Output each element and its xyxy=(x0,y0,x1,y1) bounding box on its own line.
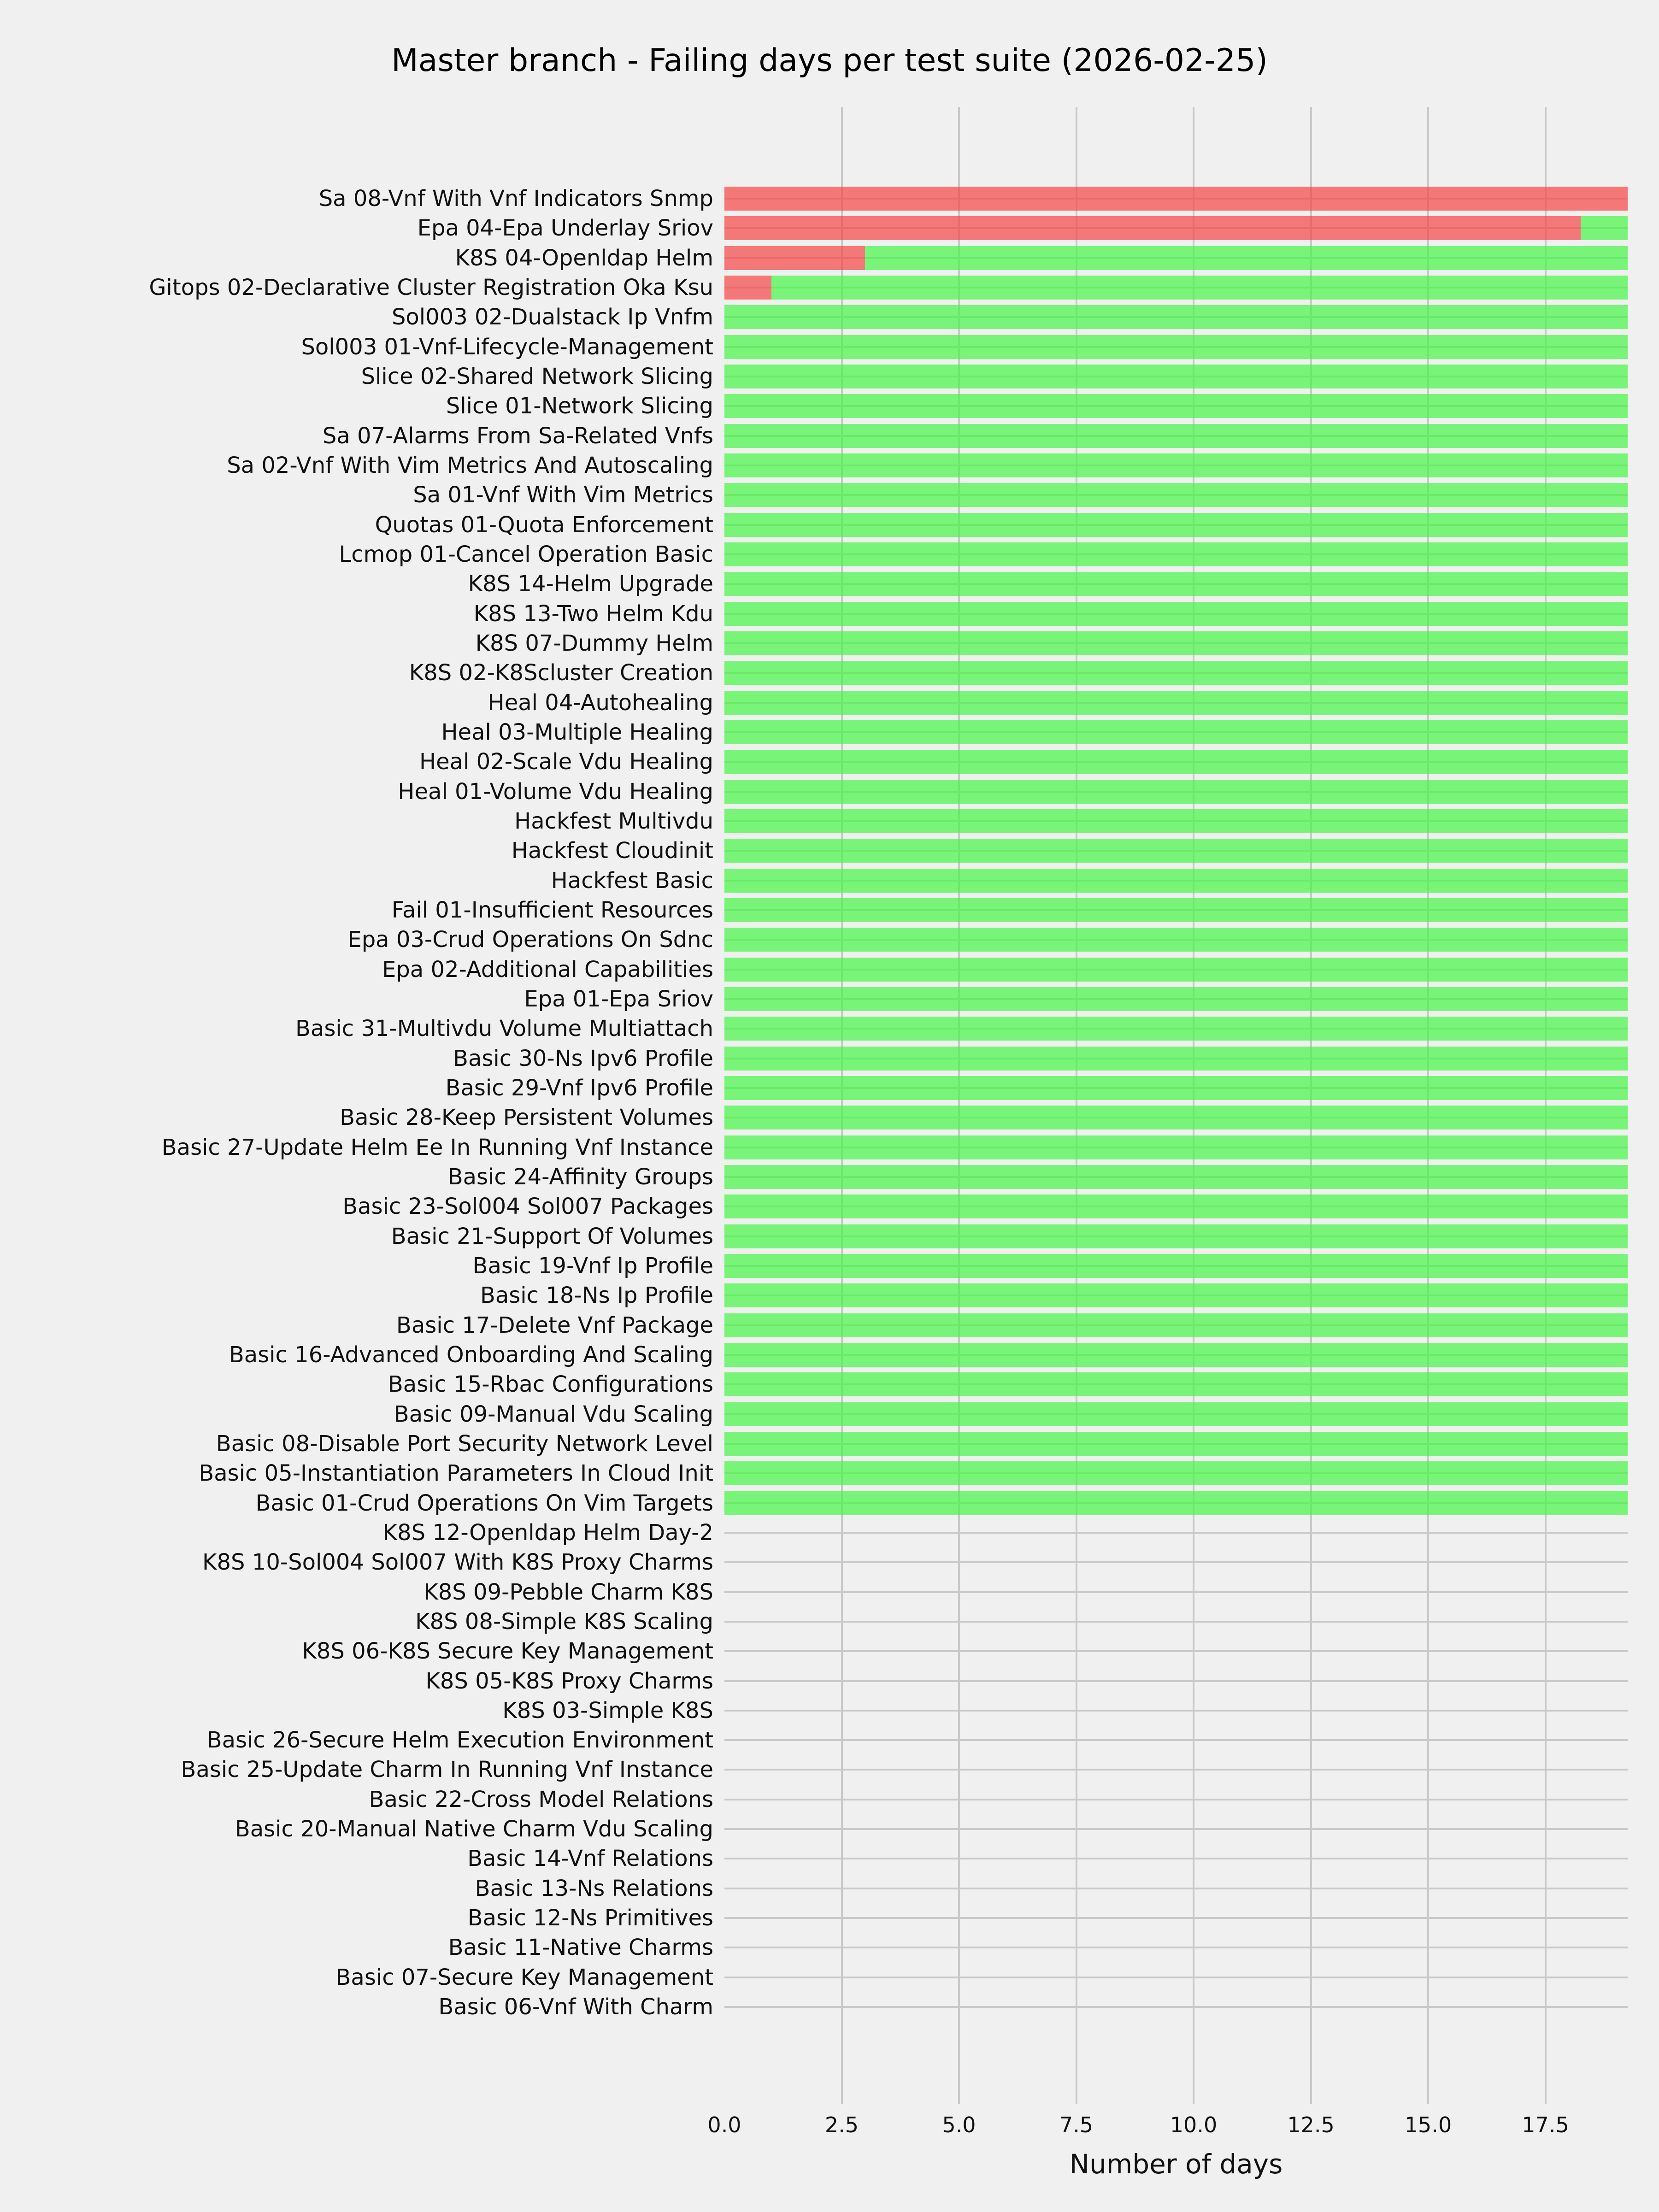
y-axis-label: K8S 04-Openldap Helm xyxy=(455,245,713,271)
bar-passing-segment xyxy=(724,898,1628,922)
bar-passing-segment xyxy=(724,780,1628,804)
bar-passing-segment xyxy=(724,1283,1628,1307)
y-axis-label: Quotas 01-Quota Enforcement xyxy=(375,512,713,538)
y-axis-label: Basic 09-Manual Vdu Scaling xyxy=(394,1401,713,1427)
y-axis-label: Slice 02-Shared Network Slicing xyxy=(361,363,713,389)
y-axis-label: Basic 14-Vnf Relations xyxy=(467,1846,713,1872)
bar-passing-segment xyxy=(724,394,1628,418)
bar-passing-segment xyxy=(724,453,1628,477)
y-axis-label: Basic 06-Vnf With Charm xyxy=(438,1994,713,2020)
gridline-horizontal xyxy=(724,2006,1628,2008)
y-axis-label: K8S 07-Dummy Helm xyxy=(475,630,713,656)
bar-passing-segment xyxy=(771,276,1628,300)
gridline-horizontal xyxy=(724,1621,1628,1623)
gridline-horizontal xyxy=(724,1650,1628,1652)
bar-passing-segment xyxy=(1581,216,1628,240)
y-axis-label: K8S 09-Pebble Charm K8S xyxy=(424,1579,713,1605)
y-axis-label: Basic 22-Cross Model Relations xyxy=(369,1786,713,1812)
y-axis-label: Sa 07-Alarms From Sa-Related Vnfs xyxy=(322,423,713,449)
y-axis-label: Gitops 02-Declarative Cluster Registration Oka Ksu xyxy=(149,274,713,300)
y-axis-label: Sa 02-Vnf With Vim Metrics And Autoscaling xyxy=(227,452,713,478)
x-tick-label: 12.5 xyxy=(1287,2112,1335,2137)
y-axis-label: Basic 01-Crud Operations On Vim Targets xyxy=(255,1490,713,1516)
y-axis-label: Hackfest Basic xyxy=(551,867,713,894)
gridline-horizontal xyxy=(724,1977,1628,1978)
x-tick-label: 7.5 xyxy=(1059,2112,1094,2137)
gridline-horizontal xyxy=(724,1888,1628,1889)
bar-passing-segment xyxy=(724,1106,1628,1130)
bar-passing-segment xyxy=(724,809,1628,833)
y-axis-label: Heal 04-Autohealing xyxy=(488,689,713,716)
gridline-horizontal xyxy=(724,1947,1628,1948)
y-axis-label: Hackfest Cloudinit xyxy=(511,838,713,864)
gridline-horizontal xyxy=(724,1739,1628,1741)
bar-passing-segment xyxy=(724,602,1628,626)
y-axis-label: Basic 31-Multivdu Volume Multiattach xyxy=(295,1016,713,1042)
bar-passing-segment xyxy=(724,750,1628,774)
y-axis-label: Heal 02-Scale Vdu Healing xyxy=(419,749,713,775)
x-tick-label: 17.5 xyxy=(1522,2112,1569,2137)
x-tick-label: 10.0 xyxy=(1170,2112,1218,2137)
bar-passing-segment xyxy=(724,424,1628,448)
x-axis-label: Number of days xyxy=(1069,2148,1283,2180)
y-axis-label: Basic 11-Native Charms xyxy=(448,1935,713,1961)
gridline-horizontal xyxy=(724,1680,1628,1682)
gridline-horizontal xyxy=(724,1591,1628,1593)
y-axis-label: Epa 03-Crud Operations On Sdnc xyxy=(347,927,713,953)
bar-passing-segment xyxy=(724,542,1628,566)
bar-passing-segment xyxy=(724,1402,1628,1426)
bar-passing-segment xyxy=(724,631,1628,655)
bar-passing-segment xyxy=(724,1047,1628,1071)
y-axis-label: Basic 08-Disable Port Security Network Level xyxy=(216,1430,713,1457)
y-axis-label: K8S 10-Sol004 Sol007 With K8S Proxy Charms xyxy=(202,1549,713,1576)
y-axis-label: Slice 01-Network Slicing xyxy=(446,393,713,419)
gridline-horizontal xyxy=(724,1917,1628,1919)
bar-passing-segment xyxy=(724,365,1628,388)
y-axis-label: K8S 08-Simple K8S Scaling xyxy=(415,1608,713,1635)
x-tick-label: 5.0 xyxy=(942,2112,976,2137)
y-axis-label: Basic 24-Affinity Groups xyxy=(447,1164,713,1190)
y-axis-label: Basic 26-Secure Helm Execution Environment xyxy=(206,1727,713,1753)
y-axis-label: Sa 08-Vnf With Vnf Indicators Snmp xyxy=(318,186,713,212)
y-axis-label: K8S 06-K8S Secure Key Management xyxy=(302,1638,713,1665)
bar-passing-segment xyxy=(724,1076,1628,1100)
bar-passing-segment xyxy=(724,691,1628,715)
bar-passing-segment xyxy=(724,720,1628,744)
bar-passing-segment xyxy=(724,661,1628,685)
bar-passing-segment xyxy=(724,1165,1628,1189)
y-axis-label: Basic 13-Ns Relations xyxy=(475,1875,713,1901)
y-axis-label: Basic 20-Manual Native Charm Vdu Scaling xyxy=(235,1816,713,1842)
bar-passing-segment xyxy=(724,1254,1628,1278)
y-axis-label: Hackfest Multivdu xyxy=(514,808,713,834)
chart-title: Master branch - Failing days per test suite (2026-02-25) xyxy=(391,42,1268,79)
bar-passing-segment xyxy=(724,305,1628,329)
bar-failing-segment xyxy=(724,246,865,270)
y-axis-label: Heal 01-Volume Vdu Healing xyxy=(398,778,713,805)
y-axis-label: Lcmop 01-Cancel Operation Basic xyxy=(339,541,713,567)
y-axis-label: Epa 04-Epa Underlay Sriov xyxy=(417,215,713,241)
bar-passing-segment xyxy=(724,839,1628,863)
y-axis-label: Heal 03-Multiple Healing xyxy=(441,719,713,745)
y-axis-label: Basic 05-Instantiation Parameters In Cloud Init xyxy=(199,1460,713,1487)
y-axis-label: Basic 16-Advanced Onboarding And Scaling xyxy=(229,1341,713,1368)
gridline-horizontal xyxy=(724,1769,1628,1771)
x-tick-label: 15.0 xyxy=(1404,2112,1452,2137)
y-axis-label: Basic 15-Rbac Configurations xyxy=(388,1371,713,1398)
gridline-horizontal xyxy=(724,1561,1628,1563)
bar-passing-segment xyxy=(724,987,1628,1011)
bar-passing-segment xyxy=(724,1194,1628,1218)
bar-passing-segment xyxy=(724,1343,1628,1367)
gridline-horizontal xyxy=(724,1828,1628,1830)
x-tick-label: 2.5 xyxy=(824,2112,859,2137)
y-axis-label: K8S 14-Helm Upgrade xyxy=(468,571,713,597)
bar-passing-segment xyxy=(724,958,1628,982)
y-axis-label: Epa 02-Additional Capabilities xyxy=(382,956,713,982)
bar-passing-segment xyxy=(724,869,1628,893)
y-axis-label: Sol003 01-Vnf-Lifecycle-Management xyxy=(301,334,713,360)
gridline-horizontal xyxy=(724,1710,1628,1712)
y-axis-label: K8S 02-K8Scluster Creation xyxy=(409,660,713,686)
y-axis-label: Basic 19-Vnf Ip Profile xyxy=(472,1253,713,1279)
y-axis-label: Epa 01-Epa Sriov xyxy=(524,986,713,1012)
gridline-horizontal xyxy=(724,1532,1628,1534)
bar-failing-segment xyxy=(724,276,771,300)
bar-failing-segment xyxy=(724,216,1581,240)
bar-passing-segment xyxy=(724,1313,1628,1337)
bar-passing-segment xyxy=(724,1432,1628,1456)
bar-passing-segment xyxy=(724,483,1628,507)
bar-passing-segment xyxy=(724,1461,1628,1485)
bar-passing-segment xyxy=(724,1491,1628,1515)
y-axis-label: K8S 05-K8S Proxy Charms xyxy=(425,1668,713,1694)
y-axis-label: Basic 12-Ns Primitives xyxy=(467,1905,713,1931)
y-axis-label: Basic 25-Update Charm In Running Vnf Instance xyxy=(181,1757,713,1783)
bar-passing-segment xyxy=(724,1372,1628,1396)
gridline-horizontal xyxy=(724,1858,1628,1859)
bar-passing-segment xyxy=(724,928,1628,952)
y-axis-label: K8S 13-Two Helm Kdu xyxy=(473,600,713,627)
y-axis-label: Basic 23-Sol004 Sol007 Packages xyxy=(342,1194,713,1220)
y-axis-label: Basic 29-Vnf Ipv6 Profile xyxy=(445,1075,713,1101)
x-tick-label: 0.0 xyxy=(707,2112,741,2137)
bar-passing-segment xyxy=(724,1135,1628,1159)
y-axis-label: Fail 01-Insufficient Resources xyxy=(391,897,713,923)
y-axis-label: Basic 30-Ns Ipv6 Profile xyxy=(453,1045,713,1071)
y-axis-label: Basic 07-Secure Key Management xyxy=(335,1964,713,1990)
y-axis-label: Basic 27-Update Helm Ee In Running Vnf Instance xyxy=(161,1134,713,1160)
y-axis-label: Basic 21-Support Of Volumes xyxy=(391,1223,713,1249)
bar-passing-segment xyxy=(724,572,1628,596)
y-axis-label: Sol003 02-Dualstack Ip Vnfm xyxy=(391,304,713,330)
bar-passing-segment xyxy=(724,1017,1628,1041)
y-axis-label: Basic 17-Delete Vnf Package xyxy=(396,1312,713,1338)
bar-failing-segment xyxy=(724,187,1628,211)
bar-passing-segment xyxy=(724,513,1628,537)
y-axis-label: K8S 03-Simple K8S xyxy=(502,1697,713,1724)
bar-passing-segment xyxy=(865,246,1627,270)
gridline-horizontal xyxy=(724,1799,1628,1800)
y-axis-label: Basic 18-Ns Ip Profile xyxy=(480,1282,713,1309)
bar-passing-segment xyxy=(724,335,1628,359)
y-axis-label: Basic 28-Keep Persistent Volumes xyxy=(340,1105,713,1131)
y-axis-label: K8S 12-Openldap Helm Day-2 xyxy=(382,1519,713,1546)
bar-passing-segment xyxy=(724,1224,1628,1248)
y-axis-label: Sa 01-Vnf With Vim Metrics xyxy=(413,482,713,508)
